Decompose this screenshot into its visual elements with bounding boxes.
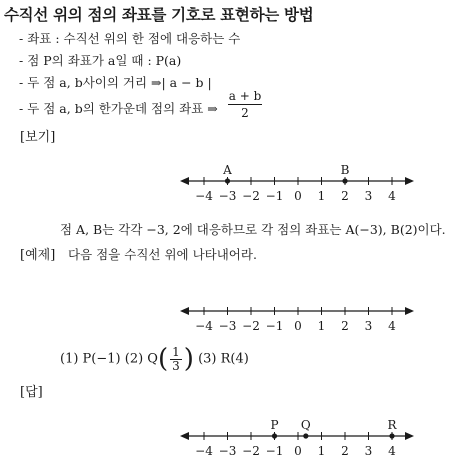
tick-label: −4 xyxy=(195,189,213,203)
point-label: A xyxy=(223,163,232,177)
tick-label: 4 xyxy=(388,444,396,458)
problem-1: (1) P(−1) xyxy=(60,351,121,367)
tick-label: 1 xyxy=(317,319,326,333)
point-dot xyxy=(389,433,394,438)
tick-label: 1 xyxy=(317,189,326,203)
problem-list xyxy=(60,344,249,374)
point-label: B xyxy=(340,163,350,177)
bullet-midpoint: - 두 점 a, b의 한가운데 점의 좌표 ⇒ xyxy=(19,101,218,116)
bullet-point-notation: - 점 P의 좌표가 a일 때 : P(a) xyxy=(19,53,182,68)
tick-label: 2 xyxy=(341,444,349,458)
problem-3: (3) R(4) xyxy=(198,351,249,367)
tick-label: 4 xyxy=(388,319,396,333)
answer-label: [답] xyxy=(20,385,43,400)
tick-label: −2 xyxy=(242,319,260,333)
tick-label: −3 xyxy=(218,319,237,333)
page-title: 수직선 위의 점의 좌표를 기호로 표현하는 방법 xyxy=(4,6,314,24)
tick-label: 2 xyxy=(341,189,349,203)
point-dot xyxy=(272,433,277,438)
exercise-label: [예제] xyxy=(20,248,56,263)
tick-label: −1 xyxy=(265,319,284,333)
point-label: R xyxy=(387,418,397,432)
arrow-left-icon xyxy=(180,432,189,440)
bullet-coordinate-def: - 좌표 : 수직선 위의 한 점에 대응하는 수 xyxy=(19,31,241,46)
number-line-exercise xyxy=(0,285,460,333)
tick-label: −4 xyxy=(195,319,213,333)
arrow-left-icon xyxy=(180,307,189,315)
exercise-text: 다음 점을 수직선 위에 나타내어라. xyxy=(68,247,257,262)
point-label: Q xyxy=(300,418,311,432)
tick-label: 4 xyxy=(388,189,396,203)
tick-label: −3 xyxy=(218,444,237,458)
midpoint-denominator: 2 xyxy=(241,106,249,120)
arrow-left-icon xyxy=(180,177,189,185)
tick-label: 3 xyxy=(364,189,373,203)
arrow-right-icon xyxy=(405,307,414,315)
number-line-example xyxy=(0,155,460,203)
tick-label: −2 xyxy=(242,189,260,203)
tick-label: −4 xyxy=(195,444,213,458)
point-dot xyxy=(303,433,308,438)
tick-label: −1 xyxy=(265,189,284,203)
tick-label: 0 xyxy=(294,319,302,333)
paren-left: ( xyxy=(157,344,169,374)
tick-label: 0 xyxy=(294,189,302,203)
q-denominator: 3 xyxy=(172,358,180,373)
problem-2: (2) Q xyxy=(124,351,158,367)
point-dot xyxy=(342,178,347,183)
midpoint-fraction xyxy=(228,89,262,120)
tick-label: 0 xyxy=(294,444,302,458)
paren-right: ) xyxy=(183,344,194,374)
tick-label: −3 xyxy=(218,189,237,203)
q-numerator: 1 xyxy=(172,344,180,359)
arrow-right-icon xyxy=(405,432,414,440)
number-line-answer xyxy=(0,408,460,458)
tick-label: 1 xyxy=(317,444,326,458)
midpoint-numerator: a + b xyxy=(228,89,262,103)
point-label: P xyxy=(270,418,279,432)
bullet-distance: - 두 점 a, b사이의 거리 ⇒| a − b | xyxy=(19,75,212,90)
tick-label: 3 xyxy=(364,444,373,458)
tick-label: −2 xyxy=(242,444,260,458)
tick-label: 2 xyxy=(341,319,349,333)
tick-label: 3 xyxy=(364,319,373,333)
arrow-right-icon xyxy=(405,177,414,185)
tick-label: −1 xyxy=(265,444,284,458)
example-text: 점 A, B는 각각 −3, 2에 대응하므로 각 점의 좌표는 A(−3), B(2)이다. xyxy=(60,222,446,237)
point-dot xyxy=(225,178,230,183)
q-fraction xyxy=(170,346,182,373)
example-label: [보기] xyxy=(20,130,56,145)
